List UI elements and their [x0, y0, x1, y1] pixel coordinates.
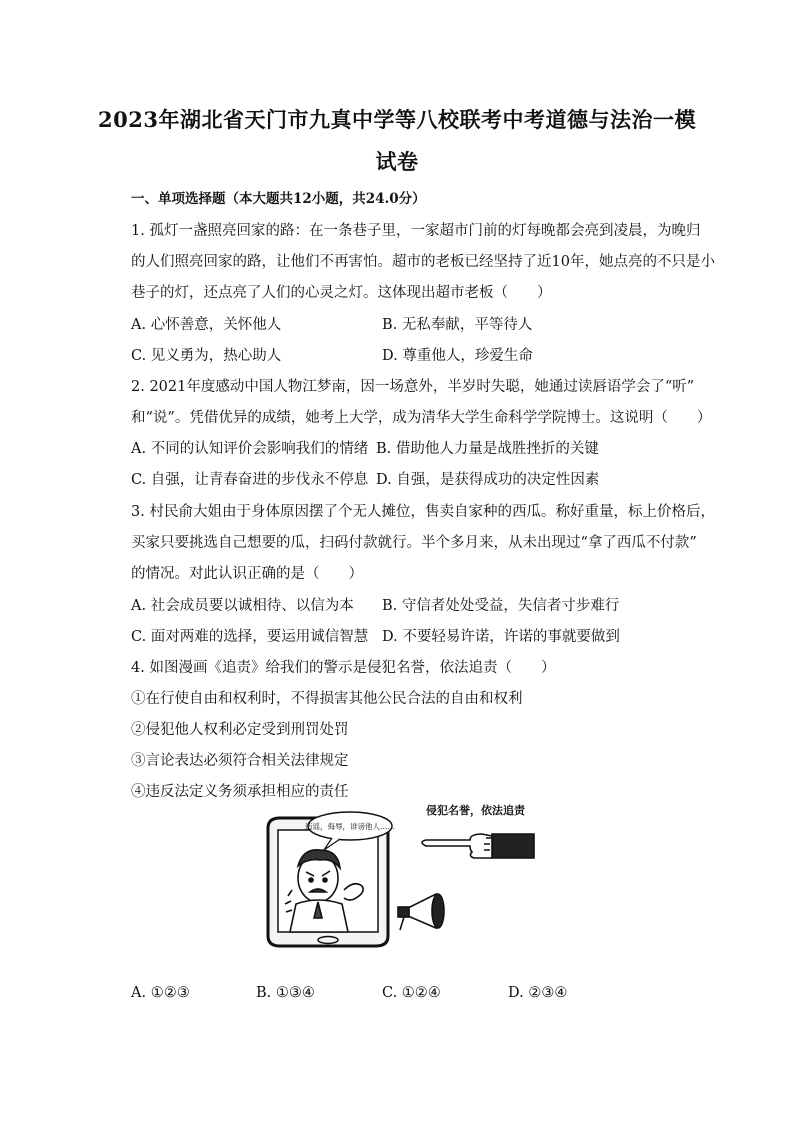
- question-3-option-c: C. 面对两难的选择，要运用诚信智慧: [131, 629, 369, 645]
- question-4-option-a: A. ①②③: [131, 985, 190, 1001]
- question-2-option-c: C. 自强，让青春奋进的步伐永不停息: [131, 472, 369, 488]
- question-1-option-d: D. 尊重他人，珍爱生命: [382, 348, 533, 364]
- question-3-option-d: D. 不要轻易许诺，许诺的事就要做到: [382, 629, 620, 645]
- cartoon-caption: 侵犯名誉，依法追责: [426, 804, 525, 817]
- question-2-line-2: 和“说”。凭借优异的成绩，她考上大学，成为清华大学生命科学学院博士。这说明（ ）: [131, 410, 712, 426]
- megaphone-icon: [398, 894, 444, 930]
- question-2-option-b: B. 借助他人力量是战胜挫折的关键: [376, 441, 599, 457]
- question-4-statement-3: ③言论表达必须符合相关法律规定: [131, 753, 349, 769]
- question-4-option-d: D. ②③④: [508, 985, 568, 1001]
- page-title-line-2: 试卷: [375, 149, 419, 174]
- question-2-option-a: A. 不同的认知评价会影响我们的情绪: [131, 441, 369, 457]
- question-1-option-b: B. 无私奉献，平等待人: [382, 317, 533, 333]
- question-3-line-2: 买家只要挑选自己想要的瓜，扫码付款就行。半个多月来，从未出现过“拿了西瓜不付款”: [131, 535, 697, 551]
- cartoon-bubble-text: 造谣，侮辱，诽谤他人……: [305, 822, 395, 831]
- question-4-stem: 4. 如图漫画《追责》给我们的警示是侵犯名誉，依法追责（ ）: [131, 660, 556, 676]
- question-4-statement-4: ④违反法定义务须承担相应的责任: [131, 784, 349, 800]
- question-1-line-1: 1. 孤灯一盏照亮回家的路：在一条巷子里，一家超市门前的灯每晚都会亮到凌晨，为晚归: [131, 223, 701, 239]
- question-1-line-3: 巷子的灯，还点亮了人们的心灵之灯。这体现出超市老板（ ）: [131, 285, 552, 301]
- question-3-line-3: 的情况。对此认识正确的是（ ）: [131, 566, 363, 582]
- page-title-line-1: 2023年湖北省天门市九真中学等八校联考中考道德与法治一模: [98, 107, 696, 132]
- question-1-option-c: C. 见义勇为，热心助人: [131, 348, 282, 364]
- question-4-statement-2: ②侵犯他人权利必定受到刑罚处罚: [131, 722, 349, 738]
- section-heading: 一、单项选择题（本大题共12小题，共24.0分）: [131, 191, 426, 207]
- question-4-option-c: C. ①②④: [382, 985, 441, 1001]
- cartoon-illustration: [258, 800, 538, 950]
- question-1-line-2: 的人们照亮回家的路，让他们不再害怕。超市的老板已经坚持了近10年，她点亮的不只是小: [131, 254, 715, 270]
- question-4-option-b: B. ①③④: [256, 985, 315, 1001]
- question-1-option-a: A. 心怀善意，关怀他人: [131, 317, 282, 333]
- question-3-line-1: 3. 村民俞大姐由于身体原因摆了个无人摊位，售卖自家种的西瓜。称好重量，标上价格后，: [131, 504, 715, 520]
- question-2-option-d: D. 自强，是获得成功的决定性因素: [376, 472, 600, 488]
- pointing-hand-icon: [422, 834, 534, 858]
- question-3-option-b: B. 守信者处处受益，失信者寸步难行: [382, 598, 620, 614]
- question-2-line-1: 2. 2021年度感动中国人物江梦南，因一场意外，半岁时失聪，她通过读唇语学会了“听”: [131, 379, 695, 395]
- question-3-option-a: A. 社会成员要以诚相待、以信为本: [131, 598, 354, 614]
- question-4-statement-1: ①在行使自由和权利时，不得损害其他公民合法的自由和权利: [131, 691, 523, 707]
